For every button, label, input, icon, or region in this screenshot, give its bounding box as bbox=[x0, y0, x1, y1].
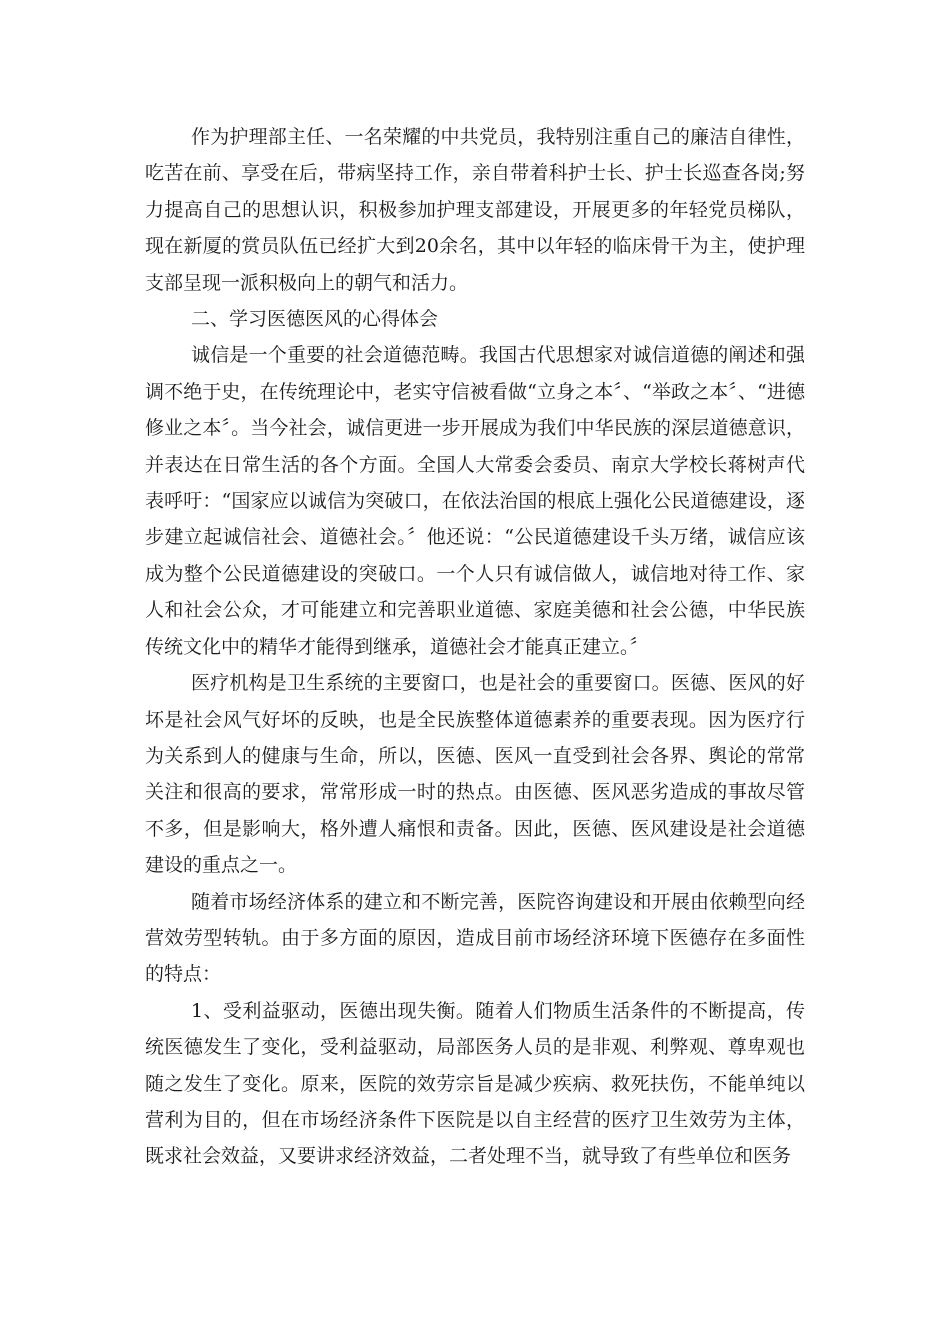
paragraph-profit-driven: 1、受利益驱动，医德出现失衡。随着人们物质生活条件的不断提高，传统医德发生了变化，受利益驱动，局部医务人员的是非观、利弊观、尊卑观也随之发生了变化。原来，医院的效劳宗旨是减少疾病、救死扶伤，不能单纯以营利为目的，但在市场经济条件下医院是以自主经营的医疗卫生效劳为主体，既求社会效益，又要讲求经济效益，二者处理不当，就导致了有些单位和医务 bbox=[145, 999, 805, 1168]
paragraph-medical-institutions: 医疗机构是卫生系统的主要窗口，也是社会的重要窗口。医德、医风的好坏是社会风气好坏的反映，也是全民族整体道德素养的重要表现。因为医疗行为关系到人的健康与生命，所以，医德、医风一直受到社会各界、舆论的常常关注和很高的要求，常常形成一时的热点。由医德、医风恶劣造成的事故尽管不多，但是影响大，格外遭人痛恨和责备。因此，医德、医风建设是社会道德建设的重点之一。 bbox=[145, 672, 805, 877]
section-heading-medical-ethics: 二、学习医德医风的心得体会 bbox=[191, 308, 439, 331]
document-body bbox=[145, 119, 805, 1175]
paragraph-party-member-discipline: 作为护理部主任、一名荣耀的中共党员，我特别注重自己的廉洁自律性，吃苦在前、享受在后，带病坚持工作，亲自带着科护士长、护士长巡查各岗;努力提高自己的思想认识，积极参加护理支部建设，开展更多的年轻党员梯队，现在新厦的赏员队伍已经扩大到20余名，其中以年轻的临床骨干为主，使护理支部呈现一派积极向上的朝气和活力。 bbox=[145, 126, 805, 294]
paragraph-integrity: 诚信是一个重要的社会道德范畴。我国古代思想家对诚信道德的阐述和强调不绝于史，在传统理论中，老实守信被看做“立身之本〞、“举政之本〞、“进德修业之本〞。当今社会，诚信更进一步开展成为我们中华民族的深层道德意识，并表达在日常生活的各个方面。全国人大常委会委员、南京大学校长蒋树声代表呼吁：“国家应以诚信为突破口，在依法治国的根底上强化公民道德建设，逐步建立起诚信社会、道德社会。〞他还说：“公民道德建设千头万绪，诚信应该成为整个公民道德建设的突破口。一个人只有诚信做人，诚信地对待工作、家人和社会公众，才可能建立和完善职业道德、家庭美德和社会公德，中华民族传统文化中的精华才能得到继承，道德社会才能真正建立。〞 bbox=[145, 344, 805, 658]
paragraph-market-economy: 随着市场经济体系的建立和不断完善，医院咨询建设和开展由依赖型向经营效劳型转轨。由于多方面的原因，造成目前市场经济环境下医德存在多面性的特点： bbox=[145, 890, 805, 986]
